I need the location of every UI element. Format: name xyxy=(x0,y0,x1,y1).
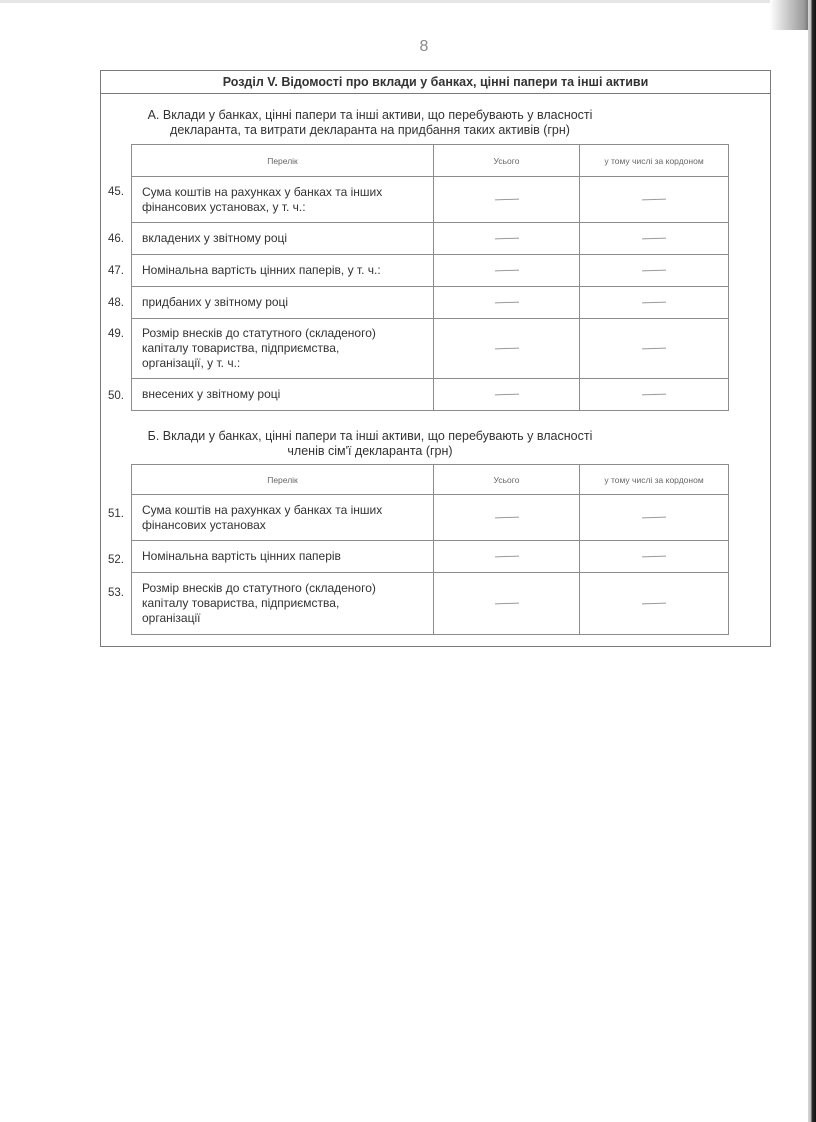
dash-mark xyxy=(642,301,666,303)
row-number: 50. xyxy=(108,390,124,402)
row-number: 45. xyxy=(108,186,124,198)
dash-mark xyxy=(494,269,518,271)
value-total[interactable] xyxy=(434,287,580,319)
dash-mark xyxy=(494,555,518,557)
value-total[interactable] xyxy=(434,319,580,379)
value-abroad[interactable] xyxy=(580,177,729,223)
value-abroad[interactable] xyxy=(580,223,729,255)
table-row xyxy=(132,287,729,319)
part-b-heading-line2: членів сім'ї декларанта (грн) xyxy=(287,444,453,458)
table-row xyxy=(132,223,729,255)
section-title: Розділ V. Відомості про вклади у банках, цінні папери та інші активи xyxy=(101,71,770,94)
row-label xyxy=(132,495,434,541)
table-row xyxy=(132,379,729,411)
dash-mark xyxy=(642,393,666,395)
value-total[interactable] xyxy=(434,255,580,287)
row-label-line: фінансових установах, у т. ч.: xyxy=(142,199,306,214)
table-row xyxy=(132,319,729,379)
scan-edge-right xyxy=(808,0,816,1122)
col-header-total: Усього xyxy=(434,465,580,495)
table-row xyxy=(132,255,729,287)
col-header-abroad: у тому числі за кордоном xyxy=(580,465,729,495)
row-label-line: організації, у т. ч.: xyxy=(142,356,241,370)
value-abroad[interactable] xyxy=(580,495,729,541)
row-label xyxy=(132,255,434,287)
table-row xyxy=(132,541,729,573)
part-b-heading-line1: Б. Вклади у банках, цінні папери та інші активи, що перебувають у власності xyxy=(147,429,593,443)
table-row xyxy=(132,495,729,541)
row-label-line: капіталу товариства, підприємства, xyxy=(142,341,340,355)
row-number: 48. xyxy=(108,297,124,309)
dash-mark xyxy=(494,347,518,349)
row-label xyxy=(132,177,434,223)
value-total[interactable] xyxy=(434,177,580,223)
value-abroad[interactable] xyxy=(580,379,729,411)
row-label-line: Номінальна вартість цінних паперів, у т. ч.: xyxy=(142,263,381,277)
part-a-header-row xyxy=(132,145,729,177)
value-total[interactable] xyxy=(434,541,580,573)
row-label xyxy=(132,379,434,411)
row-label-line: організації xyxy=(142,611,201,625)
part-b-heading xyxy=(60,429,680,459)
col-header-abroad: у тому числі за кордоном xyxy=(580,145,729,177)
value-total[interactable] xyxy=(434,223,580,255)
value-abroad[interactable] xyxy=(580,573,729,635)
page-number: 8 xyxy=(419,38,429,55)
table-row xyxy=(132,177,729,223)
row-label-line: фінансових установах xyxy=(142,517,266,532)
row-label-line: капіталу товариства, підприємства, xyxy=(142,596,340,610)
row-label xyxy=(132,573,434,635)
row-label xyxy=(132,319,434,379)
dash-mark xyxy=(494,198,518,200)
row-label xyxy=(132,223,434,255)
value-total[interactable] xyxy=(434,573,580,635)
part-b-header-row xyxy=(132,465,729,495)
row-number: 46. xyxy=(108,233,124,245)
dash-mark xyxy=(642,516,666,518)
dash-mark xyxy=(642,602,666,604)
row-number: 51. xyxy=(108,508,124,520)
value-total[interactable] xyxy=(434,495,580,541)
part-a-heading-line2: декларанта, та витрати декларанта на придбання таких активів (грн) xyxy=(170,123,570,137)
col-header-total: Усього xyxy=(434,145,580,177)
dash-mark xyxy=(494,602,518,604)
row-label-line: Сума коштів на рахунках у банках та інших xyxy=(142,184,383,199)
part-b-table xyxy=(131,464,729,635)
col-header-list: Перелік xyxy=(132,145,434,177)
value-abroad[interactable] xyxy=(580,319,729,379)
value-abroad[interactable] xyxy=(580,255,729,287)
dash-mark xyxy=(494,237,518,239)
dash-mark xyxy=(642,237,666,239)
dash-mark xyxy=(494,301,518,303)
row-number: 53. xyxy=(108,587,124,599)
table-row xyxy=(132,573,729,635)
dash-mark xyxy=(642,555,666,557)
row-number: 52. xyxy=(108,554,124,566)
dash-mark xyxy=(494,393,518,395)
value-total[interactable] xyxy=(434,379,580,411)
row-label-line: Сума коштів на рахунках у банках та інших xyxy=(142,502,383,517)
col-header-list: Перелік xyxy=(132,465,434,495)
row-label-line: придбаних у звітному році xyxy=(142,295,289,309)
row-label-line: вкладених у звітному році xyxy=(142,231,288,245)
row-number: 49. xyxy=(108,328,124,340)
dash-mark xyxy=(642,347,666,349)
dash-mark xyxy=(642,269,666,271)
part-a-heading-line1: А. Вклади у банках, цінні папери та інші активи, що перебувають у власності xyxy=(147,108,593,122)
value-abroad[interactable] xyxy=(580,287,729,319)
row-label-line: внесених у звітному році xyxy=(142,387,281,401)
row-number: 47. xyxy=(108,265,124,277)
row-label-line: Номінальна вартість цінних паперів xyxy=(142,549,341,563)
part-a-table xyxy=(131,144,729,411)
row-label-line: Розмір внесків до статутного (складеного) xyxy=(142,581,376,595)
row-label xyxy=(132,541,434,573)
row-label-line: Розмір внесків до статутного (складеного) xyxy=(142,326,376,340)
scan-edge-top xyxy=(0,0,816,3)
row-label xyxy=(132,287,434,319)
dash-mark xyxy=(642,198,666,200)
value-abroad[interactable] xyxy=(580,541,729,573)
part-a-heading xyxy=(60,108,680,138)
dash-mark xyxy=(494,516,518,518)
